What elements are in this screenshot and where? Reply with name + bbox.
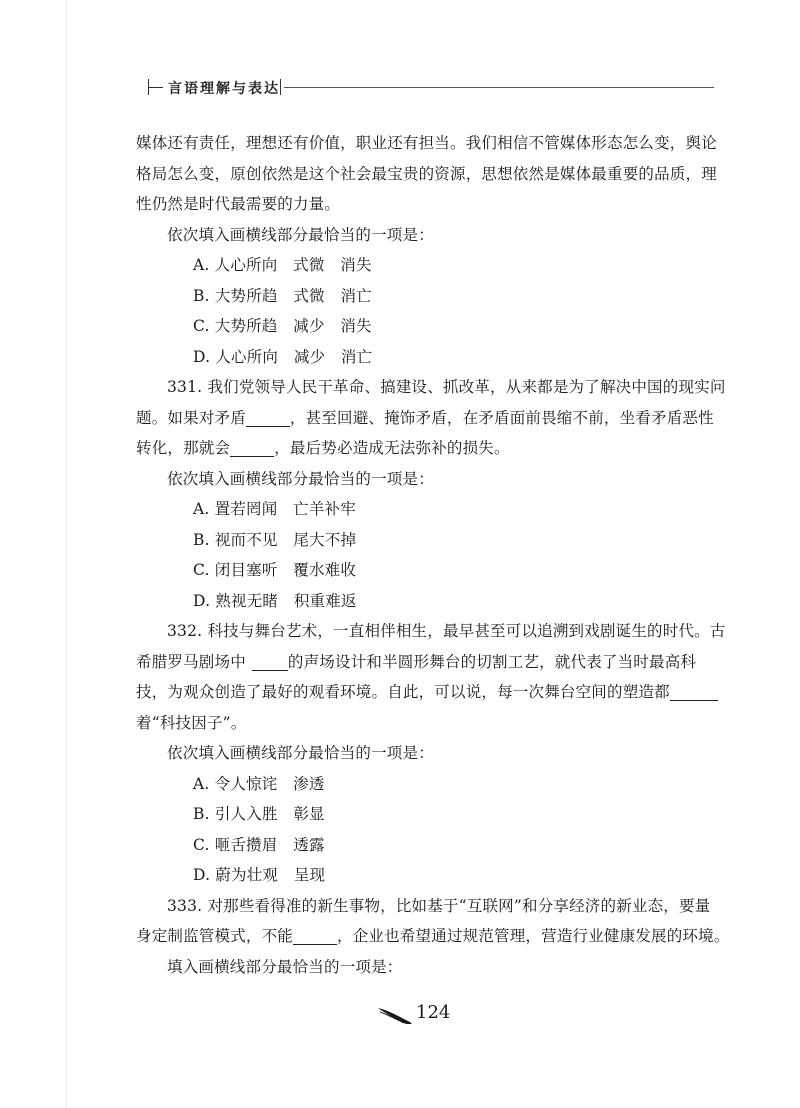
text-run: 题。如果对矛盾 [136,408,246,427]
option-d: D. 熟视无睹 积重难返 [193,591,357,610]
running-header [148,78,714,98]
header-title: 言语理解与表达 [168,81,280,97]
option-d: D. 蔚为壮观 呈现 [193,866,326,884]
paragraph-line: 性仍然是时代最需要的力量。 [136,195,341,213]
fill-blank [293,928,337,945]
question-stem-line [136,921,730,952]
text-run: 技，为观众创造了最好的观看环境。自此，可以说，每一次舞台空间的塑造都 [136,683,670,701]
text-run: ，甚至回避、掩饰矛盾，在矛盾面前畏缩不前，坐看矛盾恶性 [289,408,714,427]
option-c: C. 咂舌攒眉 透露 [193,835,325,854]
page-footer [376,1002,476,1026]
question-stem-line [136,403,718,434]
header-rule [284,87,714,88]
paragraph-line: 着“科技因子”。 [136,713,247,732]
question-prompt: 依次填入画横线部分最恰当的一项是： [167,744,434,762]
option-a: A. 置若罔闻 亡羊补牢 [193,500,356,518]
header-right-bracket [280,79,281,95]
option-c: C. 闭目塞听 覆水难收 [193,561,357,579]
quill-icon [376,1004,414,1026]
question-prompt: 依次填入画横线部分最恰当的一项是： [167,469,434,488]
question-stem: 332. 科技与舞台艺术，一直相伴相生，最早甚至可以追溯到戏剧诞生的时代。古 [167,622,726,640]
question-stem-line [136,647,718,678]
text-run: 希腊罗马剧场中 [136,652,246,671]
option-a: A. 令人惊诧 渗透 [193,774,325,793]
paragraph-line: 媒体还有责任，理想还有价值，职业还有担当。我们相信不管媒体形态怎么变，舆论 [136,134,717,152]
option-c: C. 大势所趋 减少 消失 [193,317,372,335]
question-prompt: 依次填入画横线部分最恰当的一项是： [167,225,434,244]
page-number: 124 [416,1002,451,1023]
option-d: D. 人心所向 减少 消亡 [193,347,373,366]
fill-blank [246,410,290,427]
option-b: B. 大势所趋 式微 消亡 [193,286,372,305]
page-body [136,128,730,982]
header-left-rule [149,87,163,88]
question-stem: 333. 对那些看得准的新生事物，比如基于“互联网”和分享经济的新业态，要量 [167,896,711,915]
text-run: ，最后势必造成无法弥补的损失。 [274,439,510,457]
question-stem-line [136,433,718,464]
option-b: B. 视而不见 尾大不掉 [193,530,357,549]
paragraph-line: 格局怎么变，原创依然是这个社会最宝贵的资源，思想依然是媒体最重要的品质，理 [136,164,717,183]
question-prompt: 填入画横线部分最恰当的一项是： [167,957,403,976]
option-b: B. 引人入胜 彰显 [193,805,325,823]
text-run: 身定制监管模式，不能 [136,927,294,945]
text-run: ，企业也希望通过规范管理，营造行业健康发展的环境。 [337,927,730,945]
option-a: A. 人心所向 式微 消失 [193,256,372,274]
text-run: 的声场设计和半圆形舞台的切割工艺，就代表了当时最高科 [287,652,697,671]
fill-blank [670,684,718,701]
fill-blank [230,440,274,457]
question-stem: 331. 我们党领导人民干革命、搞建设、抓改革，从来都是为了解决中国的现实问 [167,378,726,396]
question-stem-line [136,677,718,708]
fill-blank [252,654,288,671]
text-run: 转化，那就会 [136,439,231,457]
page-edge-shadow [66,0,67,1108]
